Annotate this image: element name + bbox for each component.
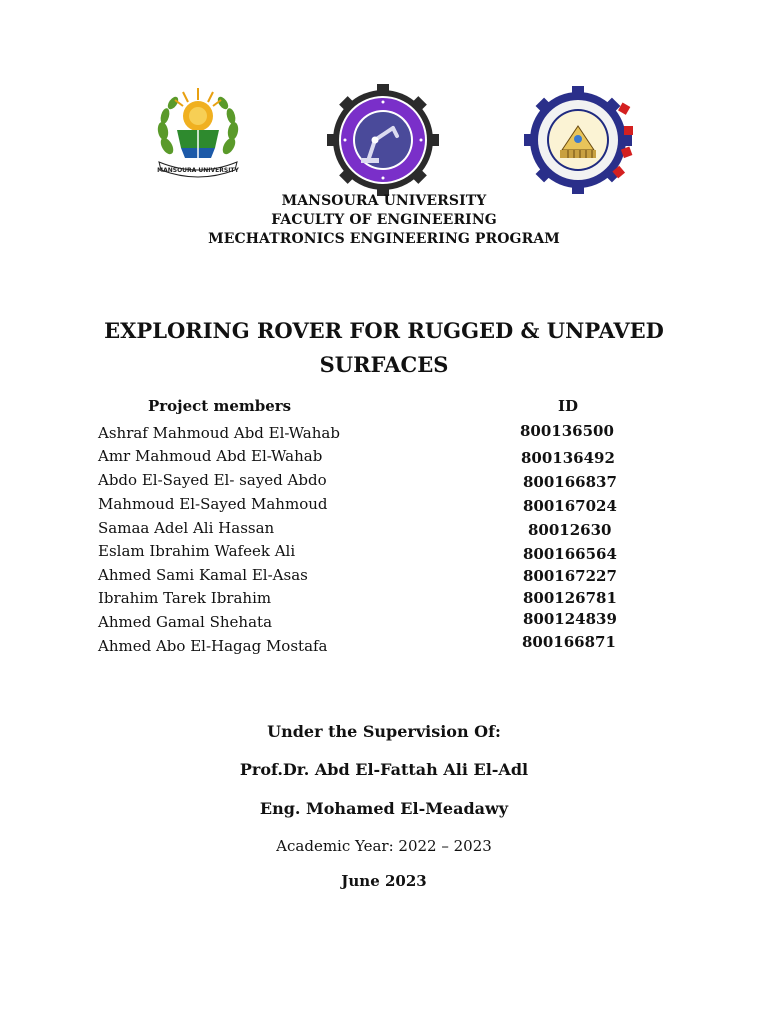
member-name: Abdo El-Sayed El- sayed Abdo [98,471,327,489]
document-date: June 2023 [341,872,427,890]
member-name: Amr Mahmoud Abd El-Wahab [98,447,323,465]
svg-text:MANSOURA UNIVERSITY: MANSOURA UNIVERSITY [157,167,239,174]
project-title [0,314,768,382]
university-name: MANSOURA UNIVERSITY [281,193,487,209]
id-column-header: ID [558,397,579,415]
member-id: 800167227 [523,567,617,585]
title-line-2: SURFACES [319,352,449,377]
member-id: 800126781 [523,589,617,607]
member-name: Ahmed Abo El-Hagag Mostafa [98,637,328,655]
member-name: Ahmed Gamal Shehata [98,613,273,631]
member-name: Eslam Ibrahim Wafeek Ali [98,542,296,560]
supervisor-professor: Prof.Dr. Abd El-Fattah Ali El-Adl [239,760,529,779]
supervisor-engineer: Eng. Mohamed El-Meadawy [259,799,509,818]
member-name: Ashraf Mahmoud Abd El-Wahab [98,424,340,442]
supervision-heading: Under the Supervision Of: [267,722,501,741]
member-id: 800166871 [522,633,616,651]
member-name: Samaa Adel Ali Hassan [98,519,275,537]
academic-year: Academic Year: 2022 – 2023 [276,837,492,855]
member-name: Ahmed Sami Kamal El-Asas [98,566,308,584]
member-id: 800166837 [523,473,617,491]
member-id: 800136492 [521,449,615,467]
members-column-header: Project members [148,397,292,415]
program-name: MECHATRONICS ENGINEERING PROGRAM [208,231,560,247]
institution-header [0,192,768,249]
member-id: 800166564 [523,545,617,563]
member-id: 80012630 [528,521,612,539]
mansoura-university-logo [153,86,243,182]
member-id: 800124839 [523,610,617,628]
title-line-1: EXPLORING ROVER FOR RUGGED & UNPAVED [104,318,664,343]
member-id: 800167024 [523,497,617,515]
faculty-name: FACULTY OF ENGINEERING [271,212,497,228]
mechatronics-program-logo [327,84,439,196]
member-name: Mahmoud El-Sayed Mahmoud [98,495,328,513]
faculty-of-engineering-logo [524,86,636,196]
member-name: Ibrahim Tarek Ibrahim [98,589,272,607]
member-id: 800136500 [520,422,614,440]
